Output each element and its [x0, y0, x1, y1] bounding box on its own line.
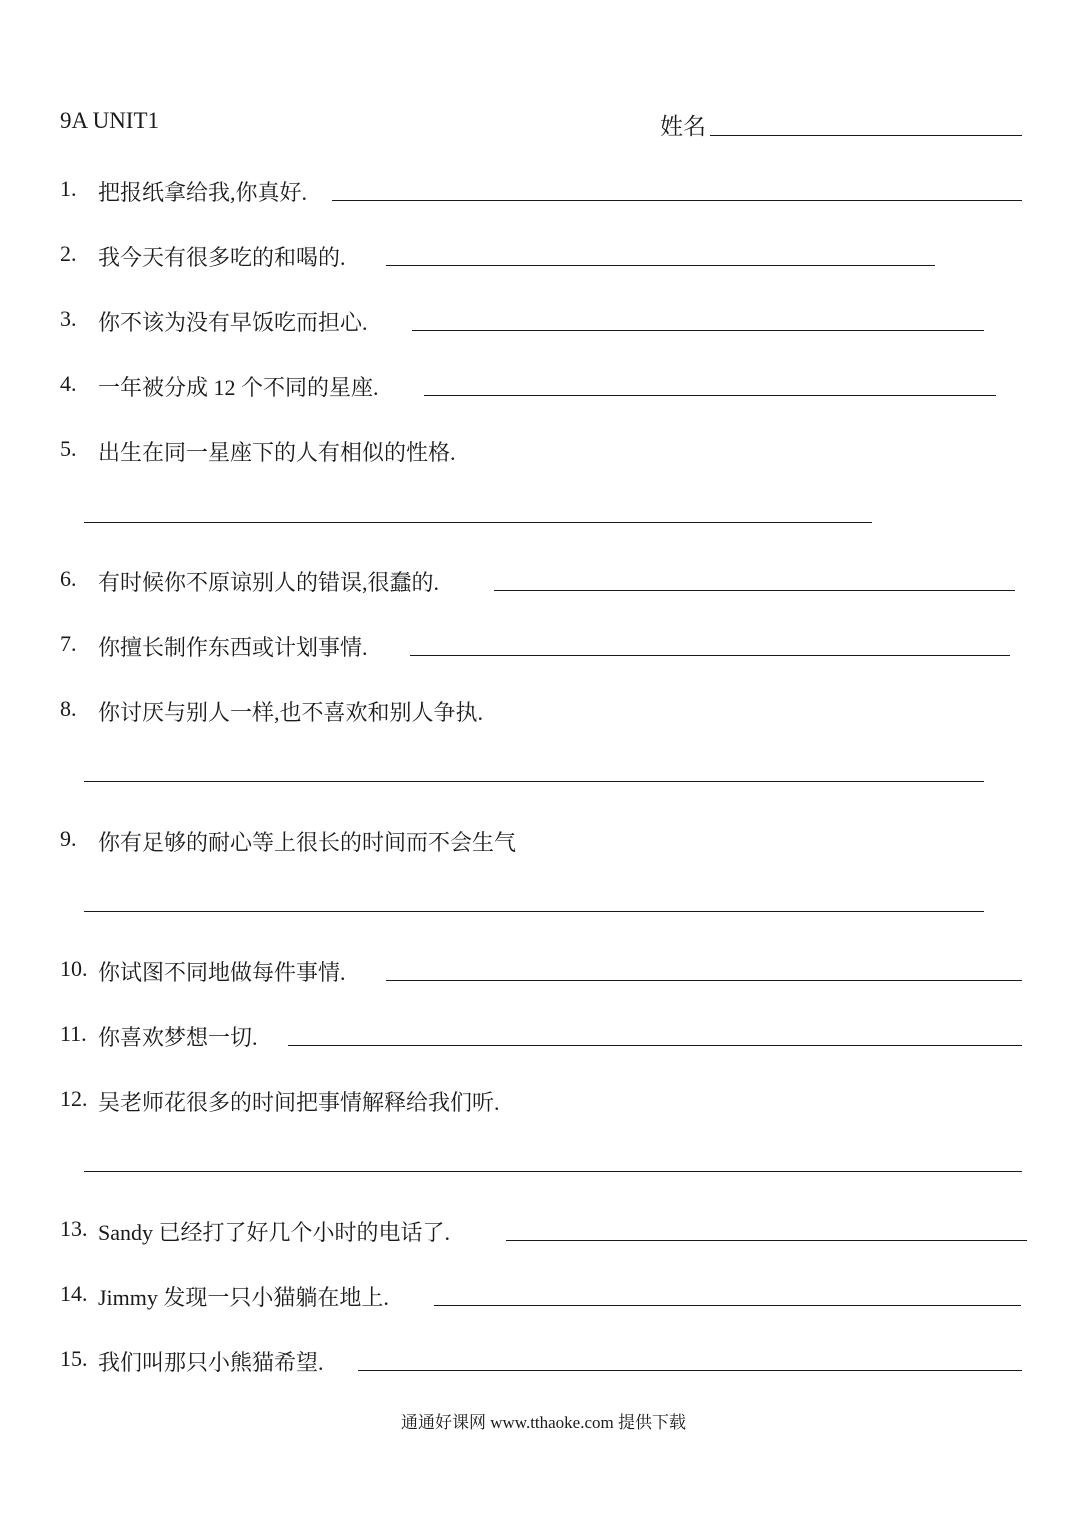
question-prompt: 你不该为没有早饭吃而担心. [98, 310, 368, 335]
footer-text: 通通好课网 www.tthaoke.com 提供下载 [400, 1413, 687, 1432]
question-item-2 [60, 239, 935, 273]
answer-line[interactable] [332, 200, 1022, 201]
question-item-4 [60, 369, 996, 403]
answer-line[interactable] [434, 1305, 1021, 1306]
question-number: 4. [60, 371, 77, 396]
answer-line[interactable] [424, 395, 996, 396]
question-number: 15. [60, 1346, 88, 1371]
question-prompt: 你擅长制作东西或计划事情. [98, 635, 368, 660]
question-prompt: 你有足够的耐心等上很长的时间而不会生气 [98, 830, 517, 855]
question-item-8 [60, 694, 980, 728]
question-prompt: 有时候你不原谅别人的错误,很蠢的. [98, 570, 440, 595]
question-item-9 [60, 824, 980, 858]
answer-line[interactable] [358, 1370, 1022, 1371]
question-prompt: 你讨厌与别人一样,也不喜欢和别人争执. [98, 700, 484, 725]
unit-title: 9A UNIT1 [60, 108, 160, 133]
question-item-14 [60, 1279, 1021, 1313]
question-prompt: Sandy 已经打了好几个小时的电话了. [98, 1220, 451, 1245]
question-prompt: 我们叫那只小熊猫希望. [98, 1350, 324, 1375]
question-item-10 [60, 954, 1022, 988]
answer-line-q5[interactable] [84, 522, 872, 523]
question-number: 12. [60, 1086, 88, 1111]
question-item-1 [60, 174, 1022, 208]
question-prompt: 吴老师花很多的时间把事情解释给我们听. [98, 1090, 500, 1115]
question-number: 13. [60, 1216, 88, 1241]
question-number: 1. [60, 176, 77, 201]
question-prompt: 我今天有很多吃的和喝的. [98, 245, 346, 270]
question-prompt: 出生在同一星座下的人有相似的性格. [98, 440, 456, 465]
question-number: 7. [60, 631, 77, 656]
name-label: 姓名 [660, 114, 706, 139]
answer-line[interactable] [288, 1045, 1022, 1046]
question-prompt: 把报纸拿给我,你真好. [98, 180, 308, 205]
question-prompt: 你试图不同地做每件事情. [98, 960, 346, 985]
answer-line[interactable] [494, 590, 1015, 591]
answer-line[interactable] [386, 265, 935, 266]
question-number: 8. [60, 696, 77, 721]
question-prompt: 你喜欢梦想一切. [98, 1025, 258, 1050]
question-item-12 [60, 1084, 980, 1118]
question-number: 14. [60, 1281, 88, 1306]
answer-line[interactable] [410, 655, 1010, 656]
question-number: 6. [60, 566, 77, 591]
answer-line[interactable] [412, 330, 984, 331]
question-number: 11. [60, 1021, 87, 1046]
question-number: 9. [60, 826, 77, 851]
question-prompt: 一年被分成 12 个不同的星座. [98, 375, 379, 400]
question-number: 2. [60, 241, 77, 266]
question-number: 10. [60, 956, 88, 981]
name-field[interactable] [660, 108, 1022, 140]
question-prompt: Jimmy 发现一只小猫躺在地上. [98, 1285, 389, 1310]
answer-line[interactable] [506, 1240, 1027, 1241]
question-item-11 [60, 1019, 1022, 1053]
question-item-13 [60, 1214, 1027, 1248]
answer-line-q9[interactable] [84, 911, 984, 912]
answer-line[interactable] [386, 980, 1022, 981]
question-number: 3. [60, 306, 77, 331]
question-number: 5. [60, 436, 77, 461]
question-item-7 [60, 629, 1010, 663]
question-item-6 [60, 564, 1015, 598]
name-blank-line[interactable] [710, 135, 1022, 136]
worksheet-header [60, 104, 1022, 144]
answer-line-q12[interactable] [84, 1171, 1022, 1172]
question-item-3 [60, 304, 984, 338]
question-item-15 [60, 1344, 1022, 1378]
question-item-5 [60, 434, 960, 468]
answer-line-q8[interactable] [84, 781, 984, 782]
